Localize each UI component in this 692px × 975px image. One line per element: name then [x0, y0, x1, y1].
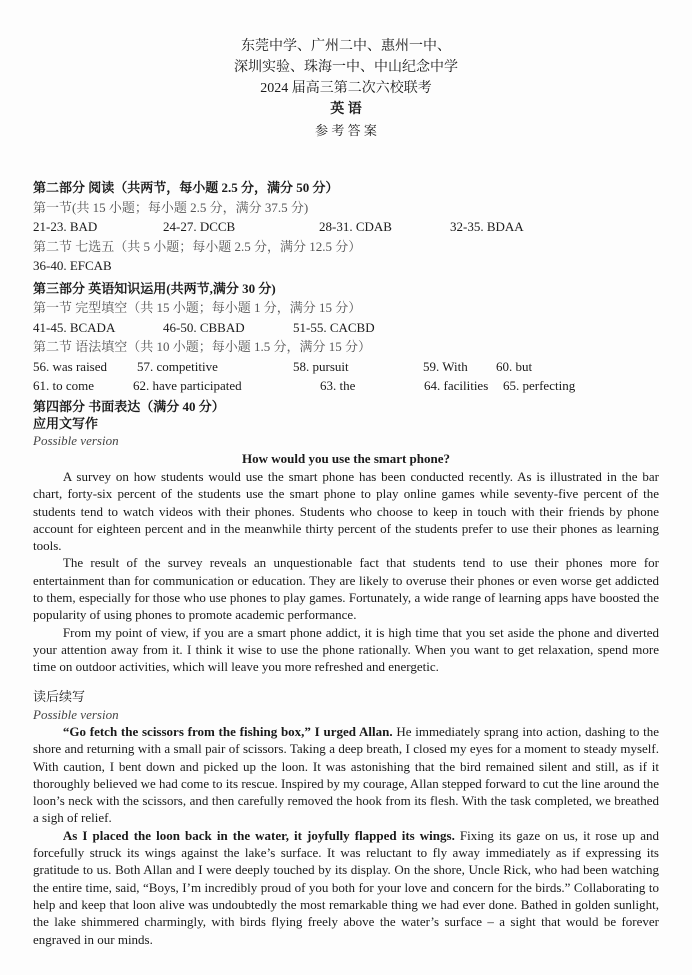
document-header	[0, 36, 692, 141]
story-paragraph	[33, 723, 659, 827]
answer: 41-45. BCADA	[33, 319, 116, 335]
answer: 24-27. DCCB	[163, 219, 236, 234]
answer: 21-23. BAD	[33, 219, 98, 234]
possible-version-label: Possible version	[33, 707, 119, 722]
answer: 65. perfecting	[503, 378, 576, 393]
answer: 56. was raised	[33, 358, 108, 374]
possible-version-label: Possible version	[33, 432, 119, 448]
continuation-heading: 读后续写	[33, 689, 86, 704]
answers-section	[33, 178, 659, 449]
answer: 63. the	[320, 378, 356, 393]
part2-sec1: 第一节(共 15 小题；每小题 2.5 分，满分 37.5 分)	[33, 199, 309, 215]
answer: 57. competitive	[137, 358, 218, 374]
essay-paragraph: The result of the survey reveals an unquestionable fact that students tend to use their phones more for entertainment than for communication or education. They are likely to overuse their phones or even worse get addicted to them, especially for those who use phones to play games. Fortunately, a wide range of learning apps have boosted the popularity of using phones to promote academic performance.	[33, 555, 659, 623]
continuation-writing	[33, 688, 659, 948]
answer-row	[33, 318, 659, 338]
part2-sec2: 第二节 七选五（共 5 小题；每小题 2.5 分，满分 12.5 分）	[33, 238, 362, 254]
answer: 62. have participated	[133, 378, 242, 393]
story-paragraph	[33, 827, 659, 948]
story-text: Fixing its gaze on us, it rose up and forcefully struck its wings against the lake’s surface. It was reluctant to fly away immediately as if expressing its gratitude to us. Both Allan and I were deeply touched by its display. On the shore, Uncle Rick, who had been watching the entire time, said, “Boys, I’m incredibly proud of you both for your love and concern for the birds.” Collaborating to help and keep that loon alive was undoubtedly the most remarkable thing we had ever done. Bathed in golden sunlight, the lake shimmered charmingly, with birds flying freely above the water’s surface – a sight that would be forever engraved in our minds.	[33, 827, 660, 947]
part3-sec2: 第二节 语法填空（共 10 小题；每小题 1.5 分，满分 15 分）	[33, 339, 372, 354]
story-text: He immediately sprang into action, dashing to the shore and returning with a small pair of scissors. Taking a deep breath, I closed my eyes for a moment to steady myself. With caution, I bent down and picked up the loon. It was astonishing that the bird remained silent and still, as if it thoroughly believed we had come to its rescue. Inspired by my courage, Allan stepped forward to cut the line around the loon’s neck with the scissors, and then carefully removed the hook from its flesh. With the task completed, we breathed a sigh of relief.	[33, 724, 659, 826]
essay	[33, 450, 659, 676]
answer: 61. to come	[33, 378, 95, 393]
essay-paragraph: From my point of view, if you are a smart phone addict, it is high time that you set aside the phone and diverted your attention away from it. I think it wise to use the phone rationally. When you want to get relaxation, spend more time on outdoor activities, which will leave you more refreshed and energetic.	[33, 624, 659, 675]
doc-type: 参 考 答 案	[315, 123, 377, 138]
subject: 英 语	[330, 102, 362, 117]
answer: 64. facilities	[424, 378, 489, 393]
exam-title: 2024 届高三第二次六校联考	[260, 81, 432, 96]
answer-row	[33, 217, 659, 237]
answer: 28-31. CDAB	[319, 219, 392, 234]
answer-row	[33, 376, 659, 396]
applied-writing-heading: 应用文写作	[33, 415, 99, 431]
part4-heading: 第四部分 书面表达（满分 40 分）	[33, 398, 225, 414]
answer: 36-40. EFCAB	[33, 258, 112, 273]
answer: 59. With	[423, 358, 468, 374]
part3-heading: 第三部分 英语知识运用(共两节,满分 30 分)	[33, 280, 276, 296]
essay-paragraph: A survey on how students would use the smart phone has been conducted recently. As is illustrated in the bar chart, forty-six percent of the students use the smart phone to play online games while seventy-five percent of the students tend to watch videos with their phones. Students who choose to keep in touch with their friends by phone account for eighteen percent and in the meanwhile thirty percent of the students prefer to use their phones as learning tools.	[33, 469, 659, 554]
essay-title: How would you use the smart phone?	[241, 451, 451, 466]
answer: 60. but	[496, 358, 533, 374]
part2-heading: 第二部分 阅读（共两节，每小题 2.5 分，满分 50 分）	[33, 180, 339, 195]
answer: 51-55. CACBD	[293, 319, 375, 335]
answer: 58. pursuit	[293, 358, 349, 374]
answer: 46-50. CBBAD	[163, 319, 245, 335]
schools-line-1: 东莞中学、广州二中、惠州一中、	[241, 39, 451, 54]
answer-row	[33, 357, 659, 377]
story-lead-sentence: “Go fetch the scissors from the fishing box,” I urged Allan.	[62, 724, 393, 739]
schools-line-2: 深圳实验、珠海一中、中山纪念中学	[234, 60, 458, 75]
answer: 32-35. BDAA	[450, 219, 524, 234]
part3-sec1: 第一节 完型填空（共 15 小题；每小题 1 分，满分 15 分）	[33, 300, 362, 315]
story-lead-sentence: As I placed the loon back in the water, it joyfully flapped its wings.	[62, 827, 455, 843]
